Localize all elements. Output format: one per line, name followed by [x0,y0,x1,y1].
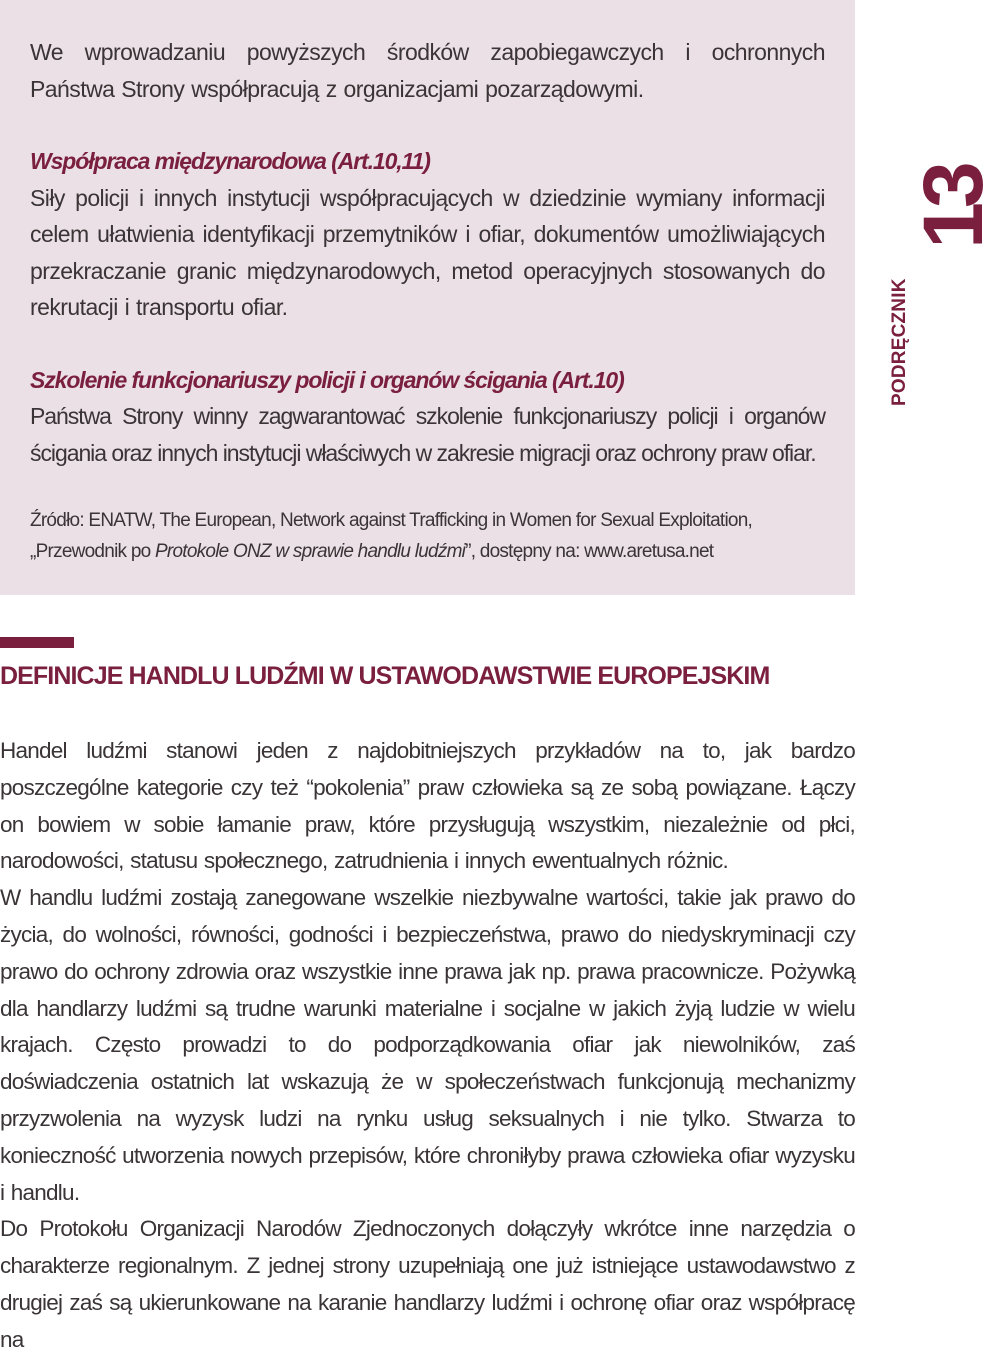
box-paragraph-ngo: We wprowadzaniu powyższych środków zapobiegawczych i ochronnych Państwa Strony współpracują z organizacjami pozarządowymi. [30,39,825,102]
box-heading-cooperation: Współpraca międzynarodowa (Art.10,11) [30,148,430,174]
info-box-content [30,34,825,567]
source-note-suffix: ”, dostępny na: www.aretusa.net [465,541,714,562]
source-note [30,505,825,567]
source-note-title: Protokole ONZ w sprawie handlu ludźmi [154,541,466,562]
section-paragraph-1: Handel ludźmi stanowi jeden z najdobitniejszych przykładów na to, jak bardzo poszczególne kategorie czy też “pokolenia” praw człowieka są ze sobą powiązane. Łączy on bowiem w sobie łamanie praw, które przysługują wszystkim, niezależnie od płci, narodowości, statusu społecznego, zatrudnienia i innych ewentualnych różnic. [0,738,855,874]
box-paragraph-training: Państwa Strony winny zagwarantować szkolenie funkcjonariuszy policji i organów ścigania oraz innych instytucji właściwych w zakresie migracji oraz ochrony praw ofiar. [30,403,825,466]
source-note-prefix: Źródło: ENATW, The European, Network against Trafficking in Women for Sexual Exploitation, „Przewodnik po [30,510,753,562]
box-paragraph-cooperation: Siły policji i innych instytucji współpracujących w dziedzinie wymiany informacji celem ułatwienia identyfikacji przemytników i ofiar, dokumentów umożliwiających przekraczanie granic międzynarodowych, metod operacyjnych stosowanych do rekrutacji i transportu ofiar. [30,184,825,320]
side-label: PODRĘCZNIK [889,278,910,406]
section-paragraph-2: W handlu ludźmi zostają zanegowane wszelkie niezbywalne wartości, takie jak prawo do życia, do wolności, równości, godności i bezpieczeństwa, prawo do niedyskryminacji czy prawo do ochrony zdrowia oraz wszystkie inne prawa jak np. prawa pracownicze. Pożywką dla handlarzy ludźmi są trudne warunki materialne i socjalne w jakich żyją ludzie w wielu krajach. Często prowadzi to do podporządkowania ofiar jak niewolników, zaś doświadczenia ostatnich lat wskazują że w społeczeństwach funkcjonują mechanizmy przyzwolenia na wyzysk ludzi na rynku usług seksualnych i nie tylko. Stwarza to konieczność utworzenia nowych przepisów, które chroniłyby prawa człowieka ofiar wyzysku i handlu. [0,885,855,1205]
page-number: 13 [906,167,1000,249]
box-heading-training: Szkolenie funkcjonariuszy policji i organów ścigania (Art.10) [30,366,624,393]
section-paragraph-3: Do Protokołu Organizacji Narodów Zjednoczonych dołączyły wkrótce inne narzędzia o charakterze regionalnym. Z jednej strony uzupełniają one już istniejące ustawodawstwo z drugiej zaś są ukierunkowane na karanie handlarzy ludźmi i ochronę ofiar oraz współpracę na [0,1216,855,1352]
section-body [0,733,855,1359]
section-title: DEFINICJE HANDLU LUDŹMI W USTAWODAWSTWIE EUROPEJSKIM [0,662,770,690]
section-accent-bar [0,637,74,648]
info-box [0,0,855,595]
